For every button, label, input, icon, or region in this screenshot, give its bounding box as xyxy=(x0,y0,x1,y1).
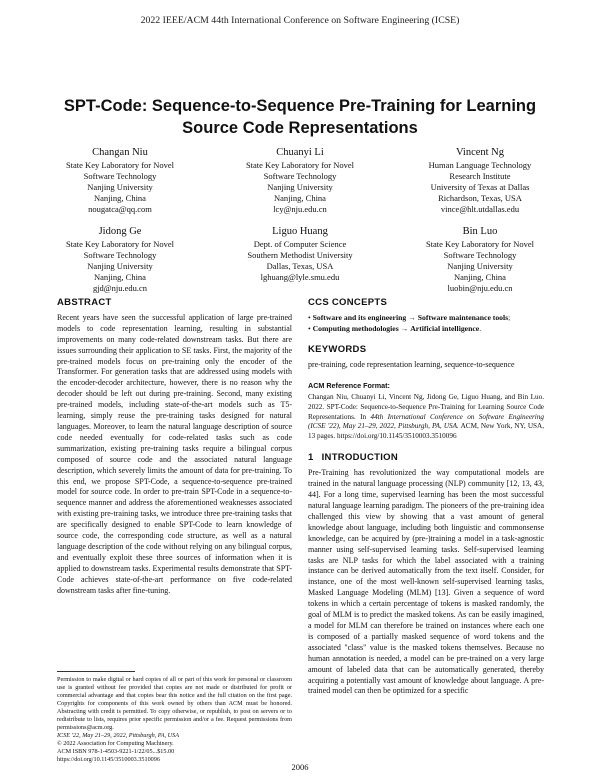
author-card xyxy=(390,146,570,215)
author-name: Vincent Ng xyxy=(455,147,505,158)
intro-heading xyxy=(308,453,544,464)
author-card xyxy=(390,225,570,294)
ccs-heading: CCS CONCEPTS xyxy=(308,297,388,308)
keywords-heading: KEYWORDS xyxy=(308,343,367,355)
author-location: Nanjing, China xyxy=(94,193,146,203)
author-card xyxy=(30,146,210,215)
author-name: Jidong Ge xyxy=(98,226,142,237)
reference-venue: 44th International Conference on Software Engineering (ICSE '22), May 21–29, 2022, Pittsburgh, PA, USA. xyxy=(308,412,544,431)
author-name: Changan Niu xyxy=(92,147,148,158)
author-card xyxy=(210,225,390,294)
author-email: vince@hlt.utdallas.edu xyxy=(440,204,520,214)
author-affiliation: Nanjing University xyxy=(447,261,513,271)
author-name: Chuanyi Li xyxy=(276,147,324,158)
author-affiliation: State Key Laboratory for Novel xyxy=(245,160,355,170)
author-location: Nanjing, China xyxy=(94,272,146,282)
paper-title xyxy=(40,95,560,139)
author-affiliation: Research Institute xyxy=(449,171,511,181)
author-block xyxy=(30,146,570,294)
left-column xyxy=(57,298,292,596)
abstract-heading: ABSTRACT xyxy=(57,297,112,308)
notice-doi: https://doi.org/10.1145/3510003.3510096 xyxy=(57,756,160,763)
author-email: nougatca@qq.com xyxy=(88,204,152,214)
conference-header: 2022 IEEE/ACM 44th International Conference on Software Engineering (ICSE) xyxy=(140,15,460,26)
author-email: luobin@nju.edu.cn xyxy=(447,283,513,293)
author-location: Richardson, Texas, USA xyxy=(438,193,522,203)
page-number: 2006 xyxy=(291,762,309,772)
right-column xyxy=(308,298,544,697)
permission-notice xyxy=(57,676,292,764)
author-name: Bin Luo xyxy=(462,226,498,237)
ccs-term: Software maintenance tools xyxy=(417,312,509,322)
ccs-item: • Computing methodologies → Artificial intelligence. xyxy=(308,323,482,333)
author-affiliation: Nanjing University xyxy=(87,182,153,192)
ccs-term: Software and its engineering xyxy=(312,312,407,322)
author-affiliation: Human Language Technology xyxy=(428,160,532,170)
author-affiliation: Nanjing University xyxy=(87,261,153,271)
author-affiliation: State Key Laboratory for Novel xyxy=(425,239,535,249)
author-email: lcy@nju.edu.cn xyxy=(273,204,327,214)
keywords-text: pre-training, code representation learning, sequence-to-sequence xyxy=(308,359,515,369)
author-location: Nanjing, China xyxy=(274,193,326,203)
author-name: Liguo Huang xyxy=(272,226,328,237)
notice-venue: ICSE '22, May 21–29, 2022, Pittsburgh, PA, USA xyxy=(57,732,179,739)
notice-copyright: © 2022 Association for Computing Machinery. xyxy=(57,740,174,747)
author-affiliation: Software Technology xyxy=(443,250,517,260)
author-affiliation: Nanjing University xyxy=(267,182,333,192)
ccs-term: Computing methodologies xyxy=(312,323,399,333)
author-card xyxy=(210,146,390,215)
author-affiliation: Southern Methodist University xyxy=(247,250,353,260)
author-email: lghuang@lyle.smu.edu xyxy=(260,272,340,282)
reference-heading: ACM Reference Format: xyxy=(308,380,390,390)
author-affiliation: State Key Laboratory for Novel xyxy=(65,239,175,249)
section-number: 1 xyxy=(308,452,314,464)
ccs-term: Artificial intelligence xyxy=(410,323,480,333)
author-affiliation: Dept. of Computer Science xyxy=(253,239,347,249)
intro-text: Pre-Training has revolutionized the way computational models are trained in the natural language processing (NLP) community [12, 13, 43, 44]. For a long time, supervised learning has been the most successful natural language learning paradigm. The pioneers of the pre-training idea challenged this view by showing that a vast amount of general knowledge about language, including both linguistic and commonsense knowledge, can be acquired by (pre-)training a model in a task-agnostic manner using self-supervised learning tasks. Self-supervised learning tasks are NLP tasks for which the label associated with a training instance can be derived automatically from the text itself. Consider, for instance, one of the most well-known self-supervised learning tasks, Masked Language Modeling (MLM) [13]. Given a sequence of word tokens in which a certain percentage of tokens is masked randomly, the goal of MLM is to predict the masked tokens. As can be easily imagined, a model for MLM can therefore be trained on instances where each one is composed of a partially masked sequence of word tokens and the associated "class" value is the masked tokens themselves. Because no human annotation is needed, a model can be pre-trained on a very large amount of labeled data that can be automatically generated, thereby acquiring a potentially vast amount of knowledge about language. A pre-trained model can then be optimized for a specific xyxy=(308,468,544,696)
author-affiliation: State Key Laboratory for Novel xyxy=(65,160,175,170)
abstract-text: Recent years have seen the successful application of large pre-trained models to code representation learning, resulting in substantial improvements on many code-related downstream tasks. But there are issues surrounding their application to SE tasks. First, the majority of the pre-trained models focus on pre-training only the encoder of the Transformer. For generation tasks that are addressed using models with the encoder-decoder architecture, however, there is no reason why the decoder should be left out during pre-training. Second, many existing pre-trained models, including state-of-the-art models such as T5-learning, simply reuse the pre-training tasks designed for natural languages. Moreover, to learn the natural language description of source code needed eventually for code-related tasks such as code summarization, existing pre-training tasks require a bilingual corpus composed of source code and the associated natural language description, which severely limits the amount of data for pre-training. To this end, we propose SPT-Code, a sequence-to-sequence pre-trained model for source code. In order to pre-train SPT-Code in a sequence-to-sequence manner and address the aforementioned weaknesses associated with existing pre-training tasks, we introduce three pre-training tasks that are specifically designed to enable SPT-Code to learn knowledge of source code, the corresponding code structure, as well as a natural language description of the code without relying on any bilingual corpus, and eventually exploit these three sources of information when it is applied to downstream tasks. Experimental results demonstrate that SPT-Code achieves state-of-the-art performance on five code-related downstream tasks after fine-tuning. xyxy=(57,312,292,595)
author-affiliation: Software Technology xyxy=(83,171,157,181)
reference-authors: Changan Niu, Chuanyi Li, Vincent Ng, Jidong Ge, Liguo Huang, and Bin Luo. 2022. SPT-Code: Sequence-to-Sequence Pre-Training for Learning Source Code Representations. In xyxy=(308,393,544,421)
author-location: Nanjing, China xyxy=(454,272,506,282)
ccs-item: • Software and its engineering → Software maintenance tools; xyxy=(308,312,511,322)
section-title: INTRODUCTION xyxy=(321,452,399,464)
footnote-rule xyxy=(57,671,135,672)
reference-rest: ACM, New York, NY, USA, 13 pages. https://doi.org/10.1145/3510003.3510096 xyxy=(308,422,544,440)
author-affiliation: University of Texas at Dallas xyxy=(430,182,530,192)
notice-isbn: ACM ISBN 978-1-4503-9221-1/22/05...$15.00 xyxy=(57,748,175,755)
author-affiliation: Software Technology xyxy=(83,250,157,260)
author-affiliation: Dallas, Texas, USA xyxy=(266,261,334,271)
author-affiliation: Software Technology xyxy=(263,171,337,181)
reference-format xyxy=(308,393,544,441)
title-line-1: SPT-Code: Sequence-to-Sequence Pre-Training for Learning xyxy=(63,97,537,115)
author-email: gjd@nju.edu.cn xyxy=(92,283,148,293)
author-card xyxy=(30,225,210,294)
title-line-2: Source Code Representations xyxy=(182,119,418,137)
permission-text: Permission to make digital or hard copies of all or part of this work for personal or classroom use is granted without fee provided that copies are not made or distributed for profit or commercial advantage and that copies bear this notice and the full citation on the first page. Copyrights for components of this work owned by others than ACM must be honored. Abstracting with credit is permitted. To copy otherwise, or republish, to post on servers or to redistribute to lists, requires prior specific permission and/or a fee. Request permissions from permissions@acm.org. xyxy=(57,676,292,731)
